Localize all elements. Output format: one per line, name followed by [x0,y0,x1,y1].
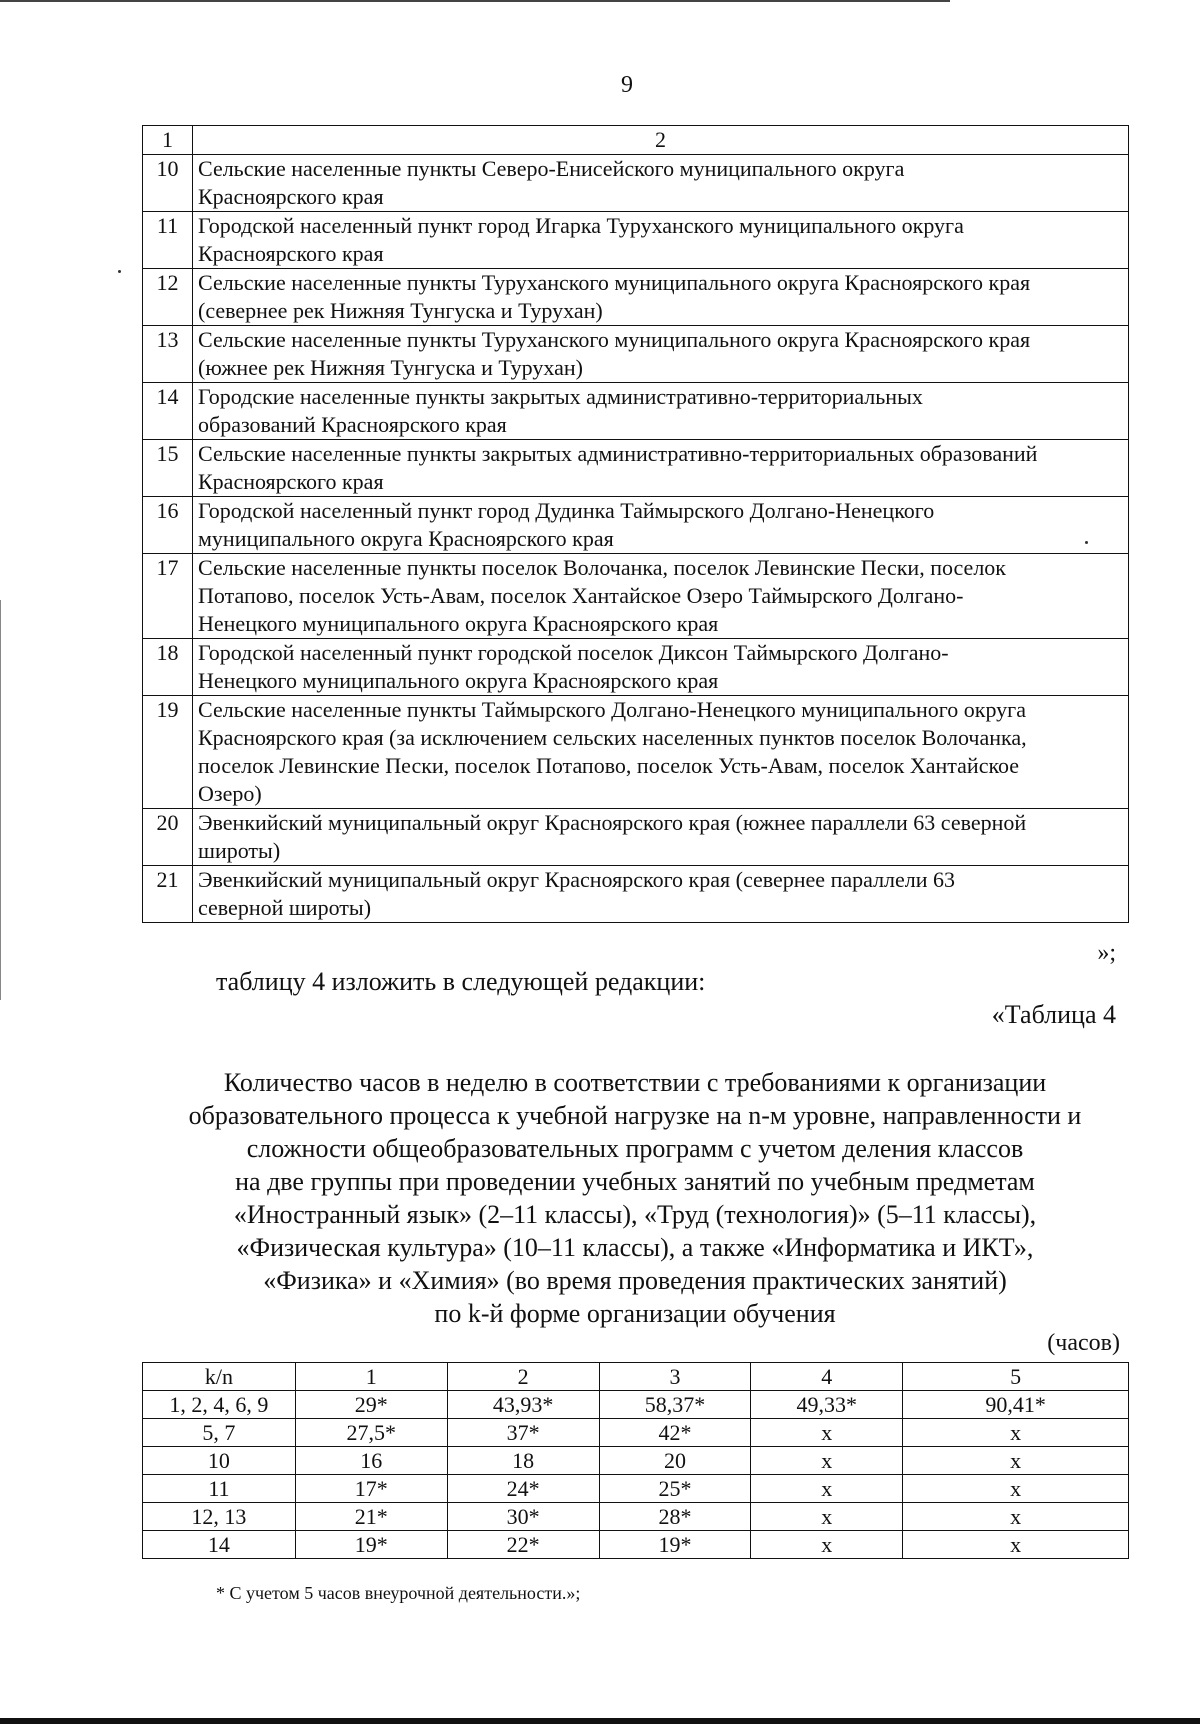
hours-cell: х [751,1447,903,1475]
row-number: 11 [143,212,193,269]
hours-cell: 30* [447,1503,599,1531]
table-row [143,212,1129,269]
settlement-table [142,125,1129,923]
table-title [140,1066,1130,1330]
hours-cell: 21* [295,1503,447,1531]
table-row [143,155,1129,212]
hours-cell: х [751,1503,903,1531]
settlement-description [193,269,1129,326]
table-row [143,497,1129,554]
units-note: (часов) [1047,1330,1120,1356]
hours-cell: 20 [599,1447,751,1475]
description-line: Озеро) [198,781,262,806]
row-label-cell: 10 [143,1447,296,1475]
hours-cell: 49,33* [751,1391,903,1419]
description-line: Сельские населенные пункты Таймырского Долгано-Ненецкого муниципального округа [198,697,1026,722]
amendment-text: таблицу 4 изложить в следующей редакции: [216,967,706,996]
hours-cell: 27,5* [295,1419,447,1447]
settlement-description [193,155,1129,212]
table-row [143,696,1129,809]
title-line: на две группы при проведении учебных занятий по учебным предметам [235,1167,1035,1196]
header-cell: 5 [903,1363,1129,1391]
title-line: «Физическая культура» (10–11 классы), а также «Информатика и ИКТ», [236,1233,1034,1262]
table-row [143,866,1129,923]
hours-cell: 42* [599,1419,751,1447]
table-row [143,383,1129,440]
hours-cell: 58,37* [599,1391,751,1419]
scan-left-edge [0,600,1,1000]
hours-cell: 29* [295,1391,447,1419]
table-row [143,1503,1129,1531]
description-line: Городской населенный пункт город Дудинка Таймырского Долгано-Ненецкого [198,498,935,523]
header-cell: 1 [295,1363,447,1391]
description-line: муниципального округа Красноярского края [198,526,614,551]
header-cell: 2 [447,1363,599,1391]
table-label: «Таблица 4 [991,1000,1116,1029]
table-row [143,554,1129,639]
description-line: Сельские населенные пункты Туруханского муниципального округа Красноярского края [198,270,1031,295]
table-header-row [143,126,1129,155]
settlement-description [193,866,1129,923]
title-line: образовательного процесса к учебной нагрузке на n-м уровне, направленности и [188,1101,1082,1130]
description-line: Красноярского края [198,241,384,266]
description-line: Городские населенные пункты закрытых административно-территориальных [198,384,923,409]
hours-cell: х [751,1531,903,1559]
table-row [143,809,1129,866]
table-row [143,1419,1129,1447]
row-number: 15 [143,440,193,497]
description-line: Красноярского края [198,184,384,209]
title-line: «Физика» и «Химия» (во время проведения практических занятий) [263,1266,1007,1295]
row-number: 14 [143,383,193,440]
row-label-cell: 12, 13 [143,1503,296,1531]
hours-cell: 19* [599,1531,751,1559]
row-number: 16 [143,497,193,554]
header-cell: 4 [751,1363,903,1391]
row-number: 21 [143,866,193,923]
description-line: Ненецкого муниципального округа Красноярского края [198,611,719,636]
row-number: 17 [143,554,193,639]
row-label-cell: 11 [143,1475,296,1503]
settlement-description [193,383,1129,440]
scan-top-edge [0,0,950,2]
table-row [143,639,1129,696]
hours-cell: 37* [447,1419,599,1447]
hours-cell: х [903,1419,1129,1447]
description-line: Эвенкийский муниципальный округ Красноярского края (севернее параллели 63 [198,867,956,892]
title-line: «Иностранный язык» (2–11 классы), «Труд (технология)» (5–11 классы), [233,1200,1037,1229]
description-line: Городской населенный пункт город Игарка Туруханского муниципального округа [198,213,964,238]
hours-cell: х [751,1419,903,1447]
header-cell: k/n [143,1363,296,1391]
hours-cell: 16 [295,1447,447,1475]
scan-bottom-edge [0,1718,1200,1724]
description-line: Красноярского края (за исключением сельских населенных пунктов поселок Волочанка, [198,725,1027,750]
title-line: Количество часов в неделю в соответствии с требованиями к организации [223,1068,1047,1097]
table-row [143,269,1129,326]
hours-cell: х [903,1475,1129,1503]
row-number: 19 [143,696,193,809]
header-cell: 2 [193,126,1129,155]
description-line: Сельские населенные пункты поселок Волочанка, поселок Левинские Пески, поселок [198,555,1006,580]
settlement-description [193,497,1129,554]
row-number: 13 [143,326,193,383]
settlement-description [193,696,1129,809]
description-line: Городской населенный пункт городской поселок Диксон Таймырского Долгано- [198,640,949,665]
hours-cell: 18 [447,1447,599,1475]
settlement-description [193,440,1129,497]
hours-cell: 19* [295,1531,447,1559]
hours-cell: 28* [599,1503,751,1531]
description-line: Сельские населенные пункты Туруханского муниципального округа Красноярского края [198,327,1031,352]
table-row [143,1531,1129,1559]
hours-cell: х [903,1447,1129,1475]
hours-table [142,1362,1129,1559]
table-row [143,326,1129,383]
settlement-description [193,809,1129,866]
description-line: (севернее рек Нижняя Тунгуска и Турухан) [198,298,603,323]
table-row [143,1475,1129,1503]
hours-cell: 17* [295,1475,447,1503]
description-line: Эвенкийский муниципальный округ Красноярского края (южнее параллели 63 северной [198,810,1027,835]
settlement-description [193,554,1129,639]
hours-cell: 24* [447,1475,599,1503]
hours-table-body [143,1363,1129,1559]
row-label-cell: 14 [143,1531,296,1559]
page-number: 9 [621,72,633,98]
footnote: * С учетом 5 часов внеурочной деятельности.»; [216,1583,581,1603]
title-line: по k-й форме организации обучения [434,1299,836,1328]
row-number: 12 [143,269,193,326]
description-line: поселок Левинские Пески, поселок Потапово, поселок Усть-Авам, поселок Хантайское [198,753,1020,778]
row-number: 18 [143,639,193,696]
settlement-description [193,212,1129,269]
hours-cell: 43,93* [447,1391,599,1419]
table-row [143,440,1129,497]
hours-cell: 22* [447,1531,599,1559]
table-row [143,1391,1129,1419]
description-line: Красноярского края [198,469,384,494]
description-line: образований Красноярского края [198,412,507,437]
header-cell: 1 [143,126,193,155]
description-line: северной широты) [198,895,372,920]
hours-cell: 25* [599,1475,751,1503]
hours-cell: х [751,1475,903,1503]
settlement-table-body [143,155,1129,923]
scan-speck [118,270,121,273]
description-line: широты) [198,838,281,863]
table-row [143,1447,1129,1475]
description-line: (южнее рек Нижняя Тунгуска и Турухан) [198,355,583,380]
description-line: Сельские населенные пункты Северо-Енисейского муниципального округа [198,156,905,181]
hours-cell: 90,41* [903,1391,1129,1419]
title-line: сложности общеобразовательных программ с учетом деления классов [246,1134,1024,1163]
settlement-description [193,639,1129,696]
row-label-cell: 1, 2, 4, 6, 9 [143,1391,296,1419]
row-number: 10 [143,155,193,212]
hours-cell: х [903,1503,1129,1531]
description-line: Потапово, поселок Усть-Авам, поселок Хантайское Озеро Таймырского Долгано- [198,583,964,608]
description-line: Сельские населенные пункты закрытых административно-территориальных образований [198,441,1038,466]
header-cell: 3 [599,1363,751,1391]
table-header-row [143,1363,1129,1391]
description-line: Ненецкого муниципального округа Красноярского края [198,668,719,693]
row-number: 20 [143,809,193,866]
hours-cell: х [903,1531,1129,1559]
settlement-description [193,326,1129,383]
closing-quote: »; [1097,940,1116,966]
row-label-cell: 5, 7 [143,1419,296,1447]
